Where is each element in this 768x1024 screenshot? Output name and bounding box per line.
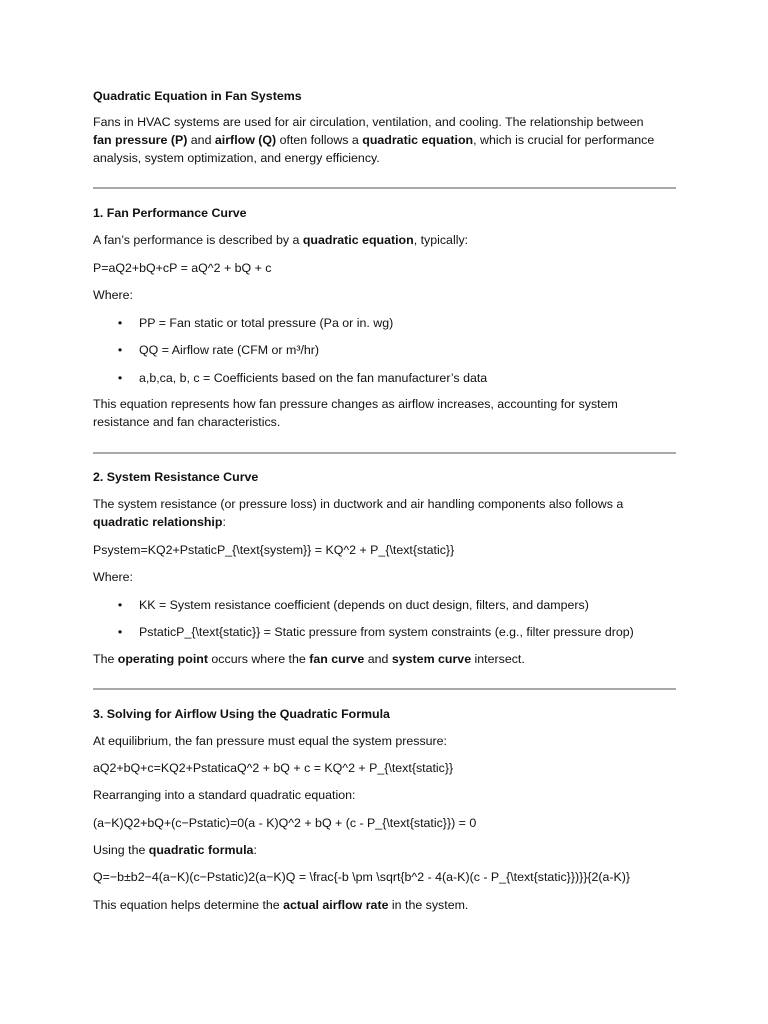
s1-closing-line: resistance and fan characteristics. xyxy=(93,415,281,429)
section-2-closing xyxy=(93,650,683,668)
section-3-intro: At equilibrium, the fan pressure must equal the system pressure: xyxy=(93,734,447,748)
s2-bold-fan-curve: fan curve xyxy=(309,652,365,666)
s1-bold-quadratic: quadratic equation xyxy=(302,233,414,247)
s3-bold-actual-airflow: actual airflow rate xyxy=(283,898,389,912)
s2-text: occurs where the xyxy=(207,652,310,666)
intro-text: , which is crucial for performance xyxy=(473,133,655,147)
intro-bold-quadratic: quadratic equation xyxy=(362,133,474,147)
fan-curve-formula: P=aQ2+bQ+cP = aQ^2 + bQ + c xyxy=(93,261,272,275)
bullet-dot: • xyxy=(117,598,123,612)
intro-text: analysis, system optimization, and energy efficiency. xyxy=(93,151,380,165)
s1-text: , typically: xyxy=(413,233,469,247)
rearranging-text: Rearranging into a standard quadratic equation: xyxy=(93,788,356,802)
bullet-dot: • xyxy=(117,371,123,385)
section-3-heading: 3. Solving for Airflow Using the Quadratic Formula xyxy=(93,707,390,721)
list-item: PP = Fan static or total pressure (Pa or in. wg) xyxy=(139,316,394,330)
where-label: Where: xyxy=(93,570,133,584)
section-1-intro xyxy=(93,231,683,249)
intro-bold-fan-pressure: fan pressure (P) xyxy=(93,133,188,147)
s2-bold-quadratic-relationship: quadratic relationship xyxy=(93,515,223,529)
section-2-heading: 2. System Resistance Curve xyxy=(93,470,259,484)
s2-text: The xyxy=(93,652,118,666)
airflow-solution-formula: Q=−b±b2−4(a−K)(c−Pstatic)2(a−K)Q = \frac{-b \pm \sqrt{b^2 - 4(a-K)(c - P_{\text{static}})}}{2(a-K)} xyxy=(93,870,631,884)
bullet-dot: • xyxy=(117,343,123,357)
system-curve-formula: Psystem=KQ2+PstaticP_{\text{system}} = KQ^2 + P_{\text{static}} xyxy=(93,543,455,557)
s1-text: A fan’s performance is described by a xyxy=(93,233,303,247)
bullet-dot: • xyxy=(117,316,123,330)
s2-text: : xyxy=(222,515,226,529)
s2-text: The system resistance (or pressure loss) in ductwork and air handling components also follows a xyxy=(93,497,624,511)
s2-text: intersect. xyxy=(471,652,525,666)
section-1-heading: 1. Fan Performance Curve xyxy=(93,206,247,220)
s2-bold-operating-point: operating point xyxy=(117,652,208,666)
document-title: Quadratic Equation in Fan Systems xyxy=(93,89,302,103)
list-item: PstaticP_{\text{static}} = Static pressure from system constraints (e.g., filter pressure drop) xyxy=(139,625,634,639)
intro-text: and xyxy=(187,133,215,147)
s3-text: in the system. xyxy=(388,898,469,912)
intro-paragraph xyxy=(93,113,683,167)
bullet-dot: • xyxy=(117,625,123,639)
intro-text: often follows a xyxy=(276,133,363,147)
s3-text: Using the xyxy=(93,843,149,857)
s3-text: This equation helps determine the xyxy=(93,898,284,912)
s1-closing-line: This equation represents how fan pressure changes as airflow increases, accounting for system xyxy=(93,397,618,411)
section-3-closing xyxy=(93,896,683,914)
s2-text: and xyxy=(364,652,392,666)
equilibrium-formula: aQ2+bQ+c=KQ2+PstaticaQ^2 + bQ + c = KQ^2 + P_{\text{static}} xyxy=(93,761,454,775)
section-1-closing xyxy=(93,395,683,431)
divider xyxy=(93,688,676,690)
s2-bold-system-curve: system curve xyxy=(391,652,472,666)
s3-text: : xyxy=(253,843,257,857)
intro-bold-airflow: airflow (Q) xyxy=(214,133,277,147)
standard-quadratic-formula: (a−K)Q2+bQ+(c−Pstatic)=0(a - K)Q^2 + bQ + (c - P_{\text{static}}) = 0 xyxy=(93,816,477,830)
list-item: a,b,ca, b, c = Coefficients based on the fan manufacturer’s data xyxy=(139,371,488,385)
divider xyxy=(93,452,676,454)
divider xyxy=(93,187,676,189)
s3-bold-quadratic-formula: quadratic formula xyxy=(148,843,254,857)
section-2-intro xyxy=(93,495,683,531)
intro-text: Fans in HVAC systems are used for air circulation, ventilation, and cooling. The relationship between xyxy=(93,115,644,129)
where-label: Where: xyxy=(93,288,133,302)
list-item: QQ = Airflow rate (CFM or m³/hr) xyxy=(139,343,320,357)
list-item: KK = System resistance coefficient (depends on duct design, filters, and dampers) xyxy=(139,598,589,612)
quadratic-formula-intro xyxy=(93,841,683,859)
